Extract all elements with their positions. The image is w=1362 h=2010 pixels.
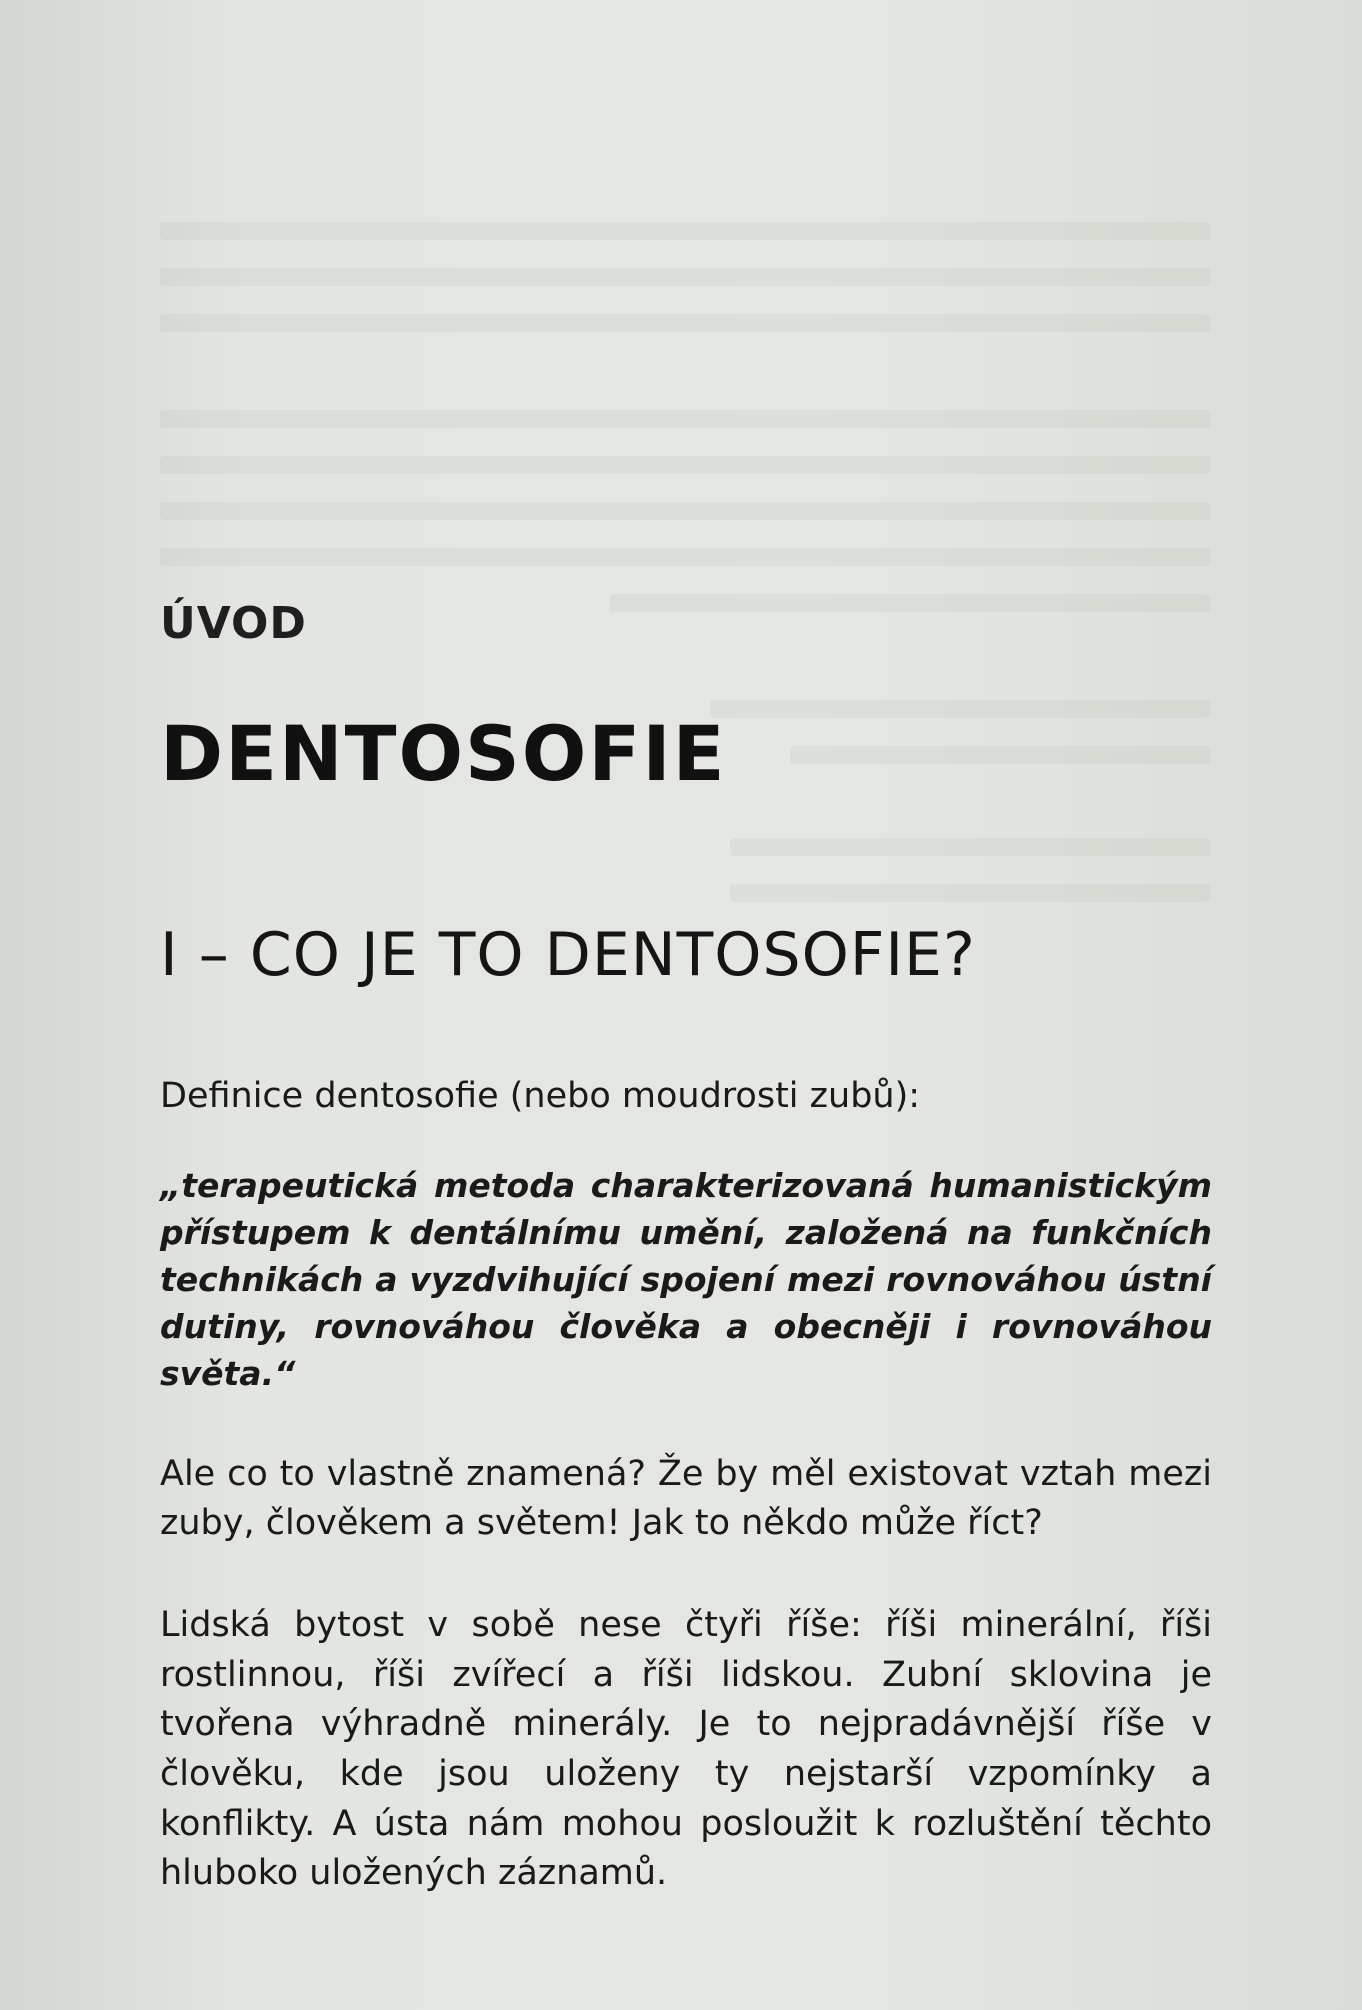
bleed-through-line xyxy=(160,268,1210,286)
chapter-title: DENTOSOFIE xyxy=(160,709,727,799)
page-content xyxy=(160,600,1212,1899)
body-paragraph: Ale co to vlastně znamená? Že by měl existovat vztah mezi zuby, člověkem a světem! Jak to někdo může říct? xyxy=(160,1453,1212,1544)
section-label: ÚVOD xyxy=(160,598,307,649)
definition-quote: „terapeutická metoda charakterizovaná humanistickým přístupem k dentálnímu umění, založená na funkčních technikách a vyzdvihující spojení mezi rovnováhou ústní dutiny, rovnováhou člověka a obecněji i rovnováhou světa.“ xyxy=(160,1165,1212,1394)
bleed-through-line xyxy=(160,222,1210,240)
body-paragraph: Lidská bytost v sobě nese čtyři říše: říši minerální, říši rostlinnou, říši zvířecí a říši lidskou. Zubní sklovina je tvořena výhradně minerály. Je to nejpradávnější říše v člověku, kde jsou uloženy ty nejstarší vzpomínky a konflikty. A ústa nám mohou posloužit k rozluštění těchto hluboko uložených záznamů. xyxy=(160,1605,1212,1894)
bleed-through-line xyxy=(160,410,1210,428)
bleed-through-line xyxy=(160,548,1210,566)
bleed-through-line xyxy=(160,502,1210,520)
definition-intro: Definice dentosofie (nebo moudrosti zubů): xyxy=(160,1076,921,1117)
section-heading: I – CO JE TO DENTOSOFIE? xyxy=(160,920,976,991)
bleed-through-line xyxy=(160,314,1210,332)
bleed-through-line xyxy=(160,456,1210,474)
